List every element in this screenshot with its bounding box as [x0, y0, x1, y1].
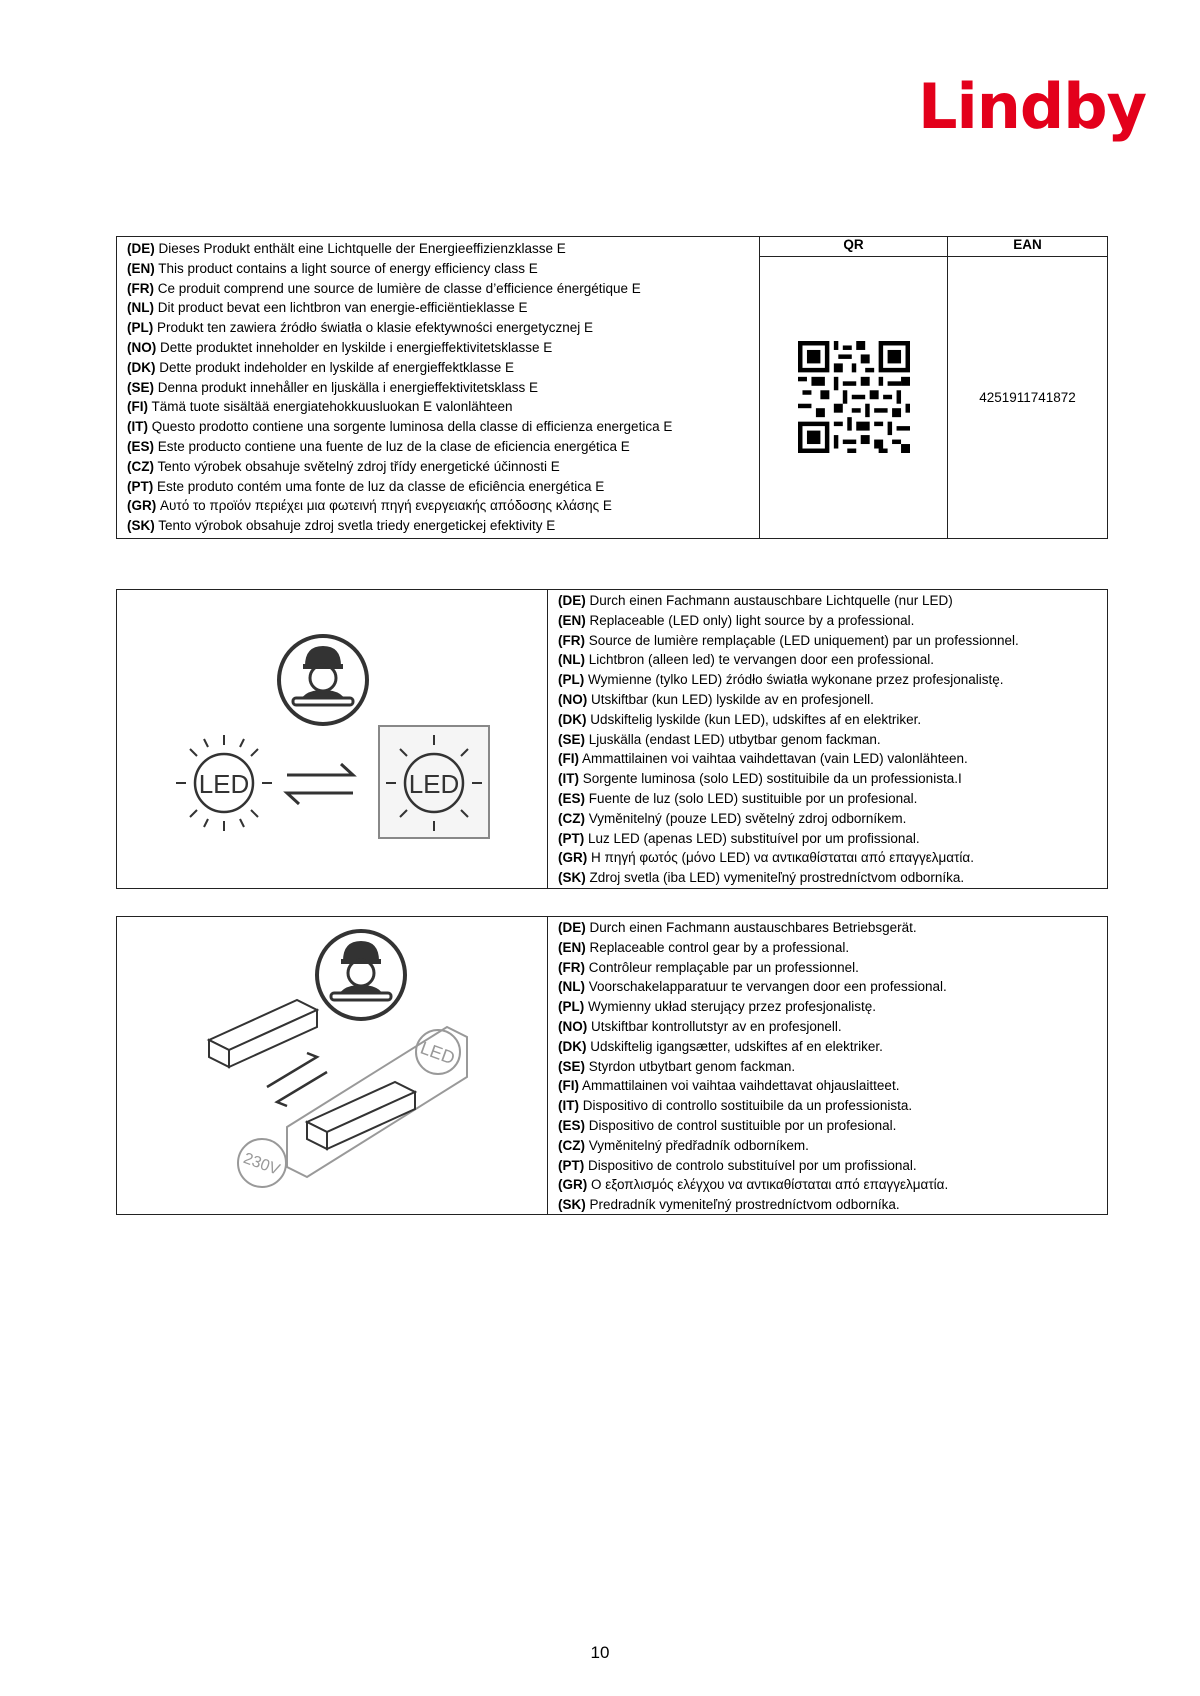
- language-code: (DE): [127, 241, 155, 256]
- ean-cell: [948, 257, 1108, 539]
- text-line: [127, 378, 749, 398]
- line-text: Dette produkt indeholder en lyskilde af energieffektklasse E: [155, 359, 514, 375]
- text-line: [558, 1195, 948, 1215]
- qr-code-icon: [798, 341, 910, 453]
- text-line: [127, 279, 749, 299]
- line-text: Contrôleur remplaçable par un professionnel.: [585, 959, 859, 975]
- driver-box-icon: [307, 1082, 415, 1149]
- technician-icon: [317, 931, 405, 1019]
- language-code: (EN): [127, 260, 155, 276]
- language-code: (SE): [558, 1058, 585, 1074]
- line-text: Durch einen Fachmann austauschbares Betriebsgerät.: [585, 920, 917, 935]
- text-line: [558, 670, 1019, 690]
- language-code: (DE): [558, 920, 586, 935]
- text-line: [558, 1037, 948, 1057]
- line-text: Lichtbron (alleen led) te vervangen door een professional.: [585, 652, 934, 668]
- language-code: (FR): [127, 280, 154, 296]
- text-line: [558, 1096, 948, 1116]
- language-code: (ES): [558, 1117, 585, 1133]
- line-text: Vyměnitelný (pouze LED) světelný zdroj odborníkem.: [585, 810, 907, 826]
- line-text: Zdroj svetla (iba LED) vymeniteľný prostredníctvom odborníka.: [585, 870, 965, 886]
- line-text: Source de lumière remplaçable (LED uniquement) par un professionnel.: [585, 632, 1019, 648]
- text-line: [558, 1076, 948, 1096]
- language-code: (IT): [558, 771, 579, 787]
- line-text: Durch einen Fachmann austauschbare Lichtquelle (nur LED): [585, 593, 953, 608]
- text-line: [558, 690, 1019, 710]
- language-code: (NL): [558, 652, 585, 668]
- line-text: Udskiftelig lyskilde (kun LED), udskiftes af en elektriker.: [586, 711, 922, 727]
- text-line: [127, 338, 749, 358]
- text-line: [127, 437, 749, 457]
- language-code: (DE): [558, 593, 586, 608]
- language-code: (FI): [127, 399, 148, 415]
- text-line: [558, 809, 1019, 829]
- language-code: (FI): [558, 751, 579, 767]
- text-line: [558, 918, 948, 938]
- language-code: (DK): [127, 359, 156, 375]
- language-code: (PT): [558, 830, 585, 846]
- text-line: [558, 710, 1019, 730]
- line-text: Η πηγή φωτός (μόνο LED) να αντικαθίσταται από επαγγελματία.: [587, 850, 974, 866]
- language-code: (CZ): [127, 458, 154, 474]
- line-text: Ammattilainen voi vaihtaa vaihdettavan (vain LED) valonlähteen.: [579, 751, 968, 767]
- text-line: [127, 298, 749, 318]
- text-line: [558, 977, 948, 997]
- line-text: Dispositivo di controllo sostituibile da un professionista.: [579, 1098, 913, 1114]
- language-code: (PL): [558, 999, 585, 1015]
- language-code: (PL): [558, 672, 585, 688]
- control-gear-box: [116, 916, 1108, 1215]
- line-text: Replaceable (LED only) light source by a professional.: [585, 612, 915, 628]
- text-line: [127, 457, 749, 477]
- language-code: (EN): [558, 612, 586, 628]
- text-line: [558, 650, 1019, 670]
- language-code: (FR): [558, 959, 585, 975]
- text-line: [558, 730, 1019, 750]
- swap-arrows-icon: [287, 764, 353, 804]
- line-text: Dit product bevat een lichtbron van energie-efficiëntieklasse E: [154, 300, 528, 316]
- line-text: Produkt ten zawiera źródło światła o klasie efektywności energetycznej E: [153, 320, 593, 336]
- line-text: Wymienne (tylko LED) źródło światła wykonane przez profesjonalistę.: [584, 672, 1004, 688]
- language-code: (PT): [558, 1157, 585, 1173]
- led-tag-icon: [416, 1030, 460, 1074]
- line-text: Luz LED (apenas LED) substituível por um profissional.: [584, 830, 920, 846]
- language-code: (IT): [558, 1098, 579, 1114]
- page-number: 10: [590, 1643, 610, 1662]
- language-code: (CZ): [558, 810, 585, 826]
- language-code: (DK): [558, 1038, 587, 1054]
- voltage-label: 230V: [241, 1150, 282, 1179]
- text-line: [127, 516, 749, 536]
- energy-text-cell: [117, 237, 760, 539]
- language-code: (SK): [558, 870, 586, 886]
- led-bulb-icon: [176, 735, 272, 831]
- language-code: (DK): [558, 711, 587, 727]
- text-line: [558, 1156, 948, 1176]
- text-line: [127, 496, 749, 516]
- text-line: [558, 1057, 948, 1077]
- text-line: [558, 958, 948, 978]
- qr-cell: [760, 257, 948, 539]
- text-line: [558, 1017, 948, 1037]
- line-text: Este produto contém uma fonte de luz da classe de eficiência energética E: [153, 478, 605, 494]
- text-line: [558, 1116, 948, 1136]
- text-line: [558, 997, 948, 1017]
- driver-box-icon: [209, 1000, 317, 1067]
- light-source-box: [116, 589, 1108, 889]
- language-code: (NL): [127, 300, 154, 316]
- text-line: [558, 1136, 948, 1156]
- text-line: [558, 789, 1019, 809]
- line-text: Dette produktet inneholder en lyskilde i energieffektivitetsklasse E: [156, 339, 553, 355]
- line-text: Questo prodotto contiene una sorgente luminosa della classe di efficienza energetica E: [148, 419, 673, 435]
- line-text: Tento výrobok obsahuje zdroj svetla triedy energetickej efektivity E: [154, 518, 556, 534]
- language-code: (NO): [127, 339, 157, 355]
- line-text: Denna produkt innehåller en ljuskälla i energieffektivitetsklass E: [154, 379, 538, 395]
- text-line: [127, 397, 749, 417]
- text-line: [558, 829, 1019, 849]
- text-line: [558, 591, 1019, 611]
- language-code: (ES): [127, 438, 154, 454]
- language-code: (ES): [558, 790, 585, 806]
- language-code: (NL): [558, 979, 585, 995]
- text-line: [558, 769, 1019, 789]
- line-text: Tento výrobek obsahuje světelný zdroj třídy energetické účinnosti E: [154, 458, 560, 474]
- voltage-tag-icon: [238, 1139, 286, 1187]
- line-text: Wymienny układ sterujący przez profesjonalistę.: [584, 999, 877, 1015]
- led-right-label: LED: [408, 769, 460, 799]
- language-code: (NO): [558, 1018, 588, 1034]
- line-text: Dieses Produkt enthält eine Lichtquelle der Energieeffizienzklasse E: [154, 241, 566, 256]
- line-text: Utskiftbar (kun LED) lyskilde av en profesjonell.: [587, 691, 874, 707]
- line-text: Ο εξοπλισμός ελέγχου να αντικαθίσταται από επαγγελματία.: [587, 1177, 949, 1193]
- text-line: [558, 938, 948, 958]
- line-text: This product contains a light source of energy efficiency class E: [154, 260, 538, 276]
- text-line: [558, 631, 1019, 651]
- text-line: [127, 417, 749, 437]
- line-text: Fuente de luz (solo LED) sustituible por un profesional.: [585, 790, 918, 806]
- led-label: LED: [417, 1037, 458, 1069]
- line-text: Este producto contiene una fuente de luz de la clase de eficiencia energética E: [154, 438, 630, 454]
- light-source-text: [548, 590, 1029, 888]
- language-code: (CZ): [558, 1137, 585, 1153]
- line-text: Replaceable control gear by a professional.: [585, 939, 850, 955]
- line-text: Sorgente luminosa (solo LED) sostituibile da un professionista.I: [579, 771, 962, 787]
- control-gear-illustration: [117, 917, 548, 1214]
- qr-header: QR: [760, 237, 948, 257]
- line-text: Styrdon utbytbart genom fackman.: [585, 1058, 796, 1074]
- text-line: [558, 611, 1019, 631]
- text-line: [558, 848, 1019, 868]
- brand-logo: Lindby: [918, 70, 1147, 143]
- language-code: (GR): [558, 850, 588, 866]
- light-source-lines: [558, 591, 1019, 888]
- language-code: (SE): [558, 731, 585, 747]
- text-line: [127, 358, 749, 378]
- language-code: (PL): [127, 320, 154, 336]
- led-left-label: LED: [198, 769, 250, 799]
- text-line: [558, 1175, 948, 1195]
- text-line: [127, 477, 749, 497]
- language-code: (SK): [127, 518, 155, 534]
- line-text: Ljuskälla (endast LED) utbytbar genom fackman.: [585, 731, 881, 747]
- language-code: (SE): [127, 379, 154, 395]
- line-text: Voorschakelapparatuur te vervangen door een professional.: [585, 979, 947, 995]
- swap-arrows-icon: [267, 1053, 327, 1106]
- line-text: Utskiftbar kontrollutstyr av en profesjonell.: [587, 1018, 842, 1034]
- line-text: Tämä tuote sisältää energiatehokkuusluokan E valonlähteen: [148, 399, 513, 415]
- control-gear-lines: [558, 918, 948, 1215]
- language-code: (GR): [558, 1177, 588, 1193]
- language-code: (GR): [127, 498, 157, 514]
- energy-label-table: [116, 236, 1108, 539]
- technician-icon: [279, 636, 367, 724]
- language-code: (SK): [558, 1197, 586, 1213]
- language-code: (NO): [558, 691, 588, 707]
- text-line: [127, 259, 749, 279]
- line-text: Dispositivo de control sustituible por un profesional.: [585, 1117, 897, 1133]
- line-text: Predradník vymeniteľný prostredníctvom odborníka.: [585, 1197, 900, 1213]
- line-text: Dispositivo de controlo substituível por um profissional.: [584, 1157, 917, 1173]
- energy-lines: [127, 239, 749, 536]
- ean-header: EAN: [948, 237, 1108, 257]
- language-code: (PT): [127, 478, 154, 494]
- light-source-illustration: [117, 590, 548, 888]
- text-line: [558, 749, 1019, 769]
- language-code: (EN): [558, 939, 586, 955]
- control-gear-text: [548, 917, 958, 1214]
- line-text: Αυτό το προϊόν περιέχει μια φωτεινή πηγή ενεργειακής απόδοσης κλάσης E: [156, 498, 612, 514]
- language-code: (FI): [558, 1078, 579, 1094]
- text-line: [127, 239, 749, 259]
- text-line: [127, 318, 749, 338]
- language-code: (IT): [127, 419, 148, 435]
- line-text: Ce produit comprend une source de lumière de classe d’efficience énergétique E: [154, 280, 641, 296]
- text-line: [558, 868, 1019, 888]
- language-code: (FR): [558, 632, 585, 648]
- ean-value: 4251911741872: [979, 389, 1076, 405]
- line-text: Ammattilainen voi vaihtaa vaihdettavat ohjauslaitteet.: [579, 1078, 900, 1094]
- line-text: Udskiftelig igangsætter, udskiftes af en elektriker.: [586, 1038, 883, 1054]
- line-text: Vyměnitelný předřadník odborníkem.: [585, 1137, 809, 1153]
